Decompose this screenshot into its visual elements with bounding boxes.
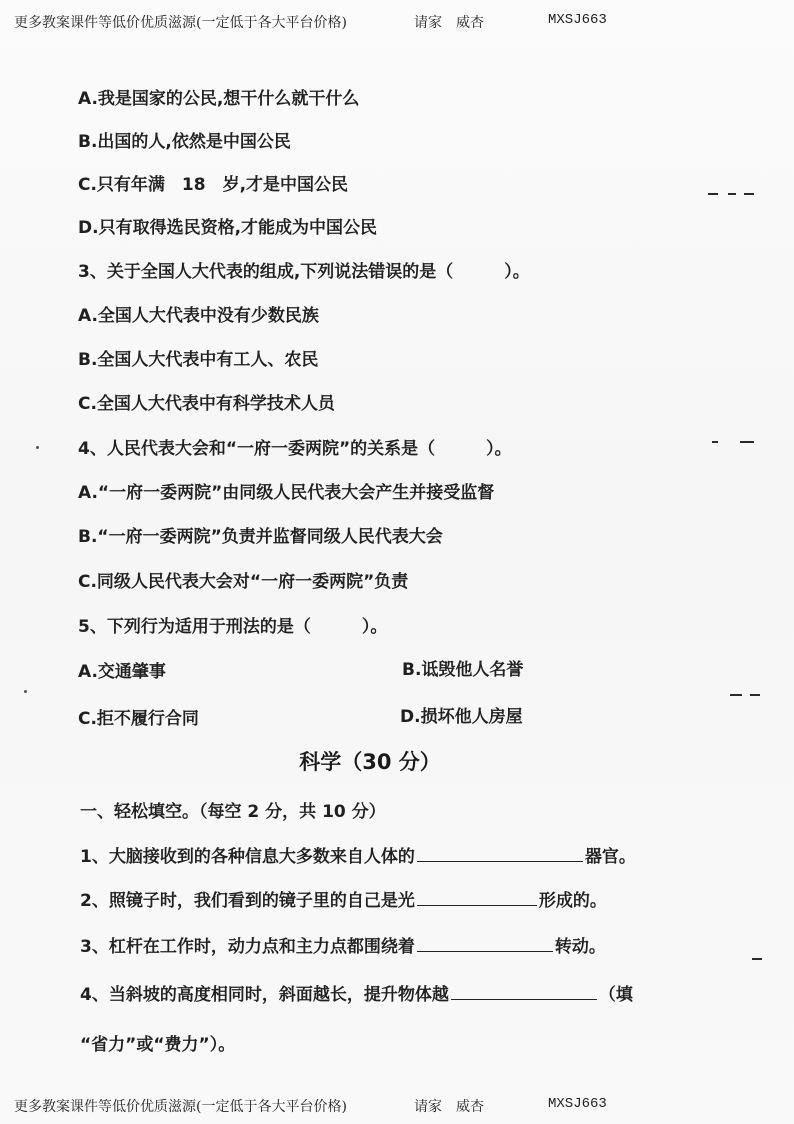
q2-option-b: B.出国的人,依然是中国公民 [78,132,291,152]
scan-mark [728,193,736,195]
q3-option-b: B.全国人大代表中有工人、农民 [78,350,319,370]
answer-blank[interactable] [451,998,597,1000]
science-section-1-heading: 一、轻松填空。（每空 2 分，共 10 分） [80,802,386,822]
science-q3-text: 3、杠杆在工作时，动力点和主力点都围绕着 [80,937,415,957]
q4-option-a: A.“一府一委两院”由同级人民代表大会产生并接受监督 [78,483,495,503]
science-q3-suffix: 转动。 [554,937,606,957]
answer-blank[interactable] [417,860,583,862]
scan-mark [752,958,762,960]
q5-option-a: A.交通肇事 [78,662,166,682]
answer-blank[interactable] [417,950,553,952]
science-q2-suffix: 形成的。 [538,891,607,911]
science-q4-text: 4、当斜坡的高度相同时，斜面越长，提升物体越 [80,985,449,1005]
banner-text: 更多教案课件等低价优质滋源(一定低于各大平台价格) [14,15,347,31]
q5-option-b: B.诋毁他人名誉 [402,660,524,680]
banner-code: MXSJ663 [548,1096,607,1112]
scan-mark [744,193,754,195]
scan-dot [36,446,39,449]
scan-mark [730,694,742,696]
q5-option-c: C.拒不履行合同 [78,709,199,729]
banner-name: 请家 威杏 [414,15,484,31]
scan-mark [750,694,760,696]
q3-option-c: C.全国人大代表中有科学技术人员 [78,394,335,414]
banner-text: 更多教案课件等低价优质滋源(一定低于各大平台价格) [14,1099,347,1115]
science-q2-text: 2、照镜子时，我们看到的镜子里的自己是光 [80,891,415,911]
q5-option-d: D.损坏他人房屋 [400,707,523,727]
q4-option-b: B.“一府一委两院”负责并监督同级人民代表大会 [78,527,443,547]
science-q4-suffix: （填 [598,985,633,1005]
q5-stem: 5、下列行为适用于刑法的是（ ）。 [78,617,388,637]
q4-stem: 4、人民代表大会和“一府一委两院”的关系是（ ）。 [78,439,512,459]
science-title: 科学（30 分） [299,750,441,774]
scan-mark [712,441,718,443]
banner-name: 请家 威杏 [414,1099,484,1115]
bottom-banner [14,1096,607,1116]
scan-mark [740,441,754,443]
q3-stem: 3、关于全国人大代表的组成,下列说法错误的是（ ）。 [78,262,530,282]
answer-blank[interactable] [417,904,537,906]
banner-code: MXSJ663 [548,12,607,28]
science-q4 [80,980,633,1005]
q4-option-c: C.同级人民代表大会对“一府一委两院”负责 [78,572,409,592]
science-q1 [80,842,636,867]
scan-mark [708,193,718,195]
science-q2 [80,886,607,911]
q3-option-a: A.全国人大代表中没有少数民族 [78,306,319,326]
science-q1-text: 1、大脑接收到的各种信息大多数来自人体的 [80,847,415,867]
q2-option-d: D.只有取得选民资格,才能成为中国公民 [78,218,378,238]
science-q3 [80,932,606,957]
science-q4-continued: “省力”或“费力”）。 [80,1035,236,1055]
scan-dot [24,690,27,693]
science-q1-suffix: 器官。 [584,847,636,867]
top-banner [14,12,607,32]
q2-option-c: C.只有年满 18 岁,才是中国公民 [78,175,349,195]
q2-option-a: A.我是国家的公民,想干什么就干什么 [78,89,360,109]
